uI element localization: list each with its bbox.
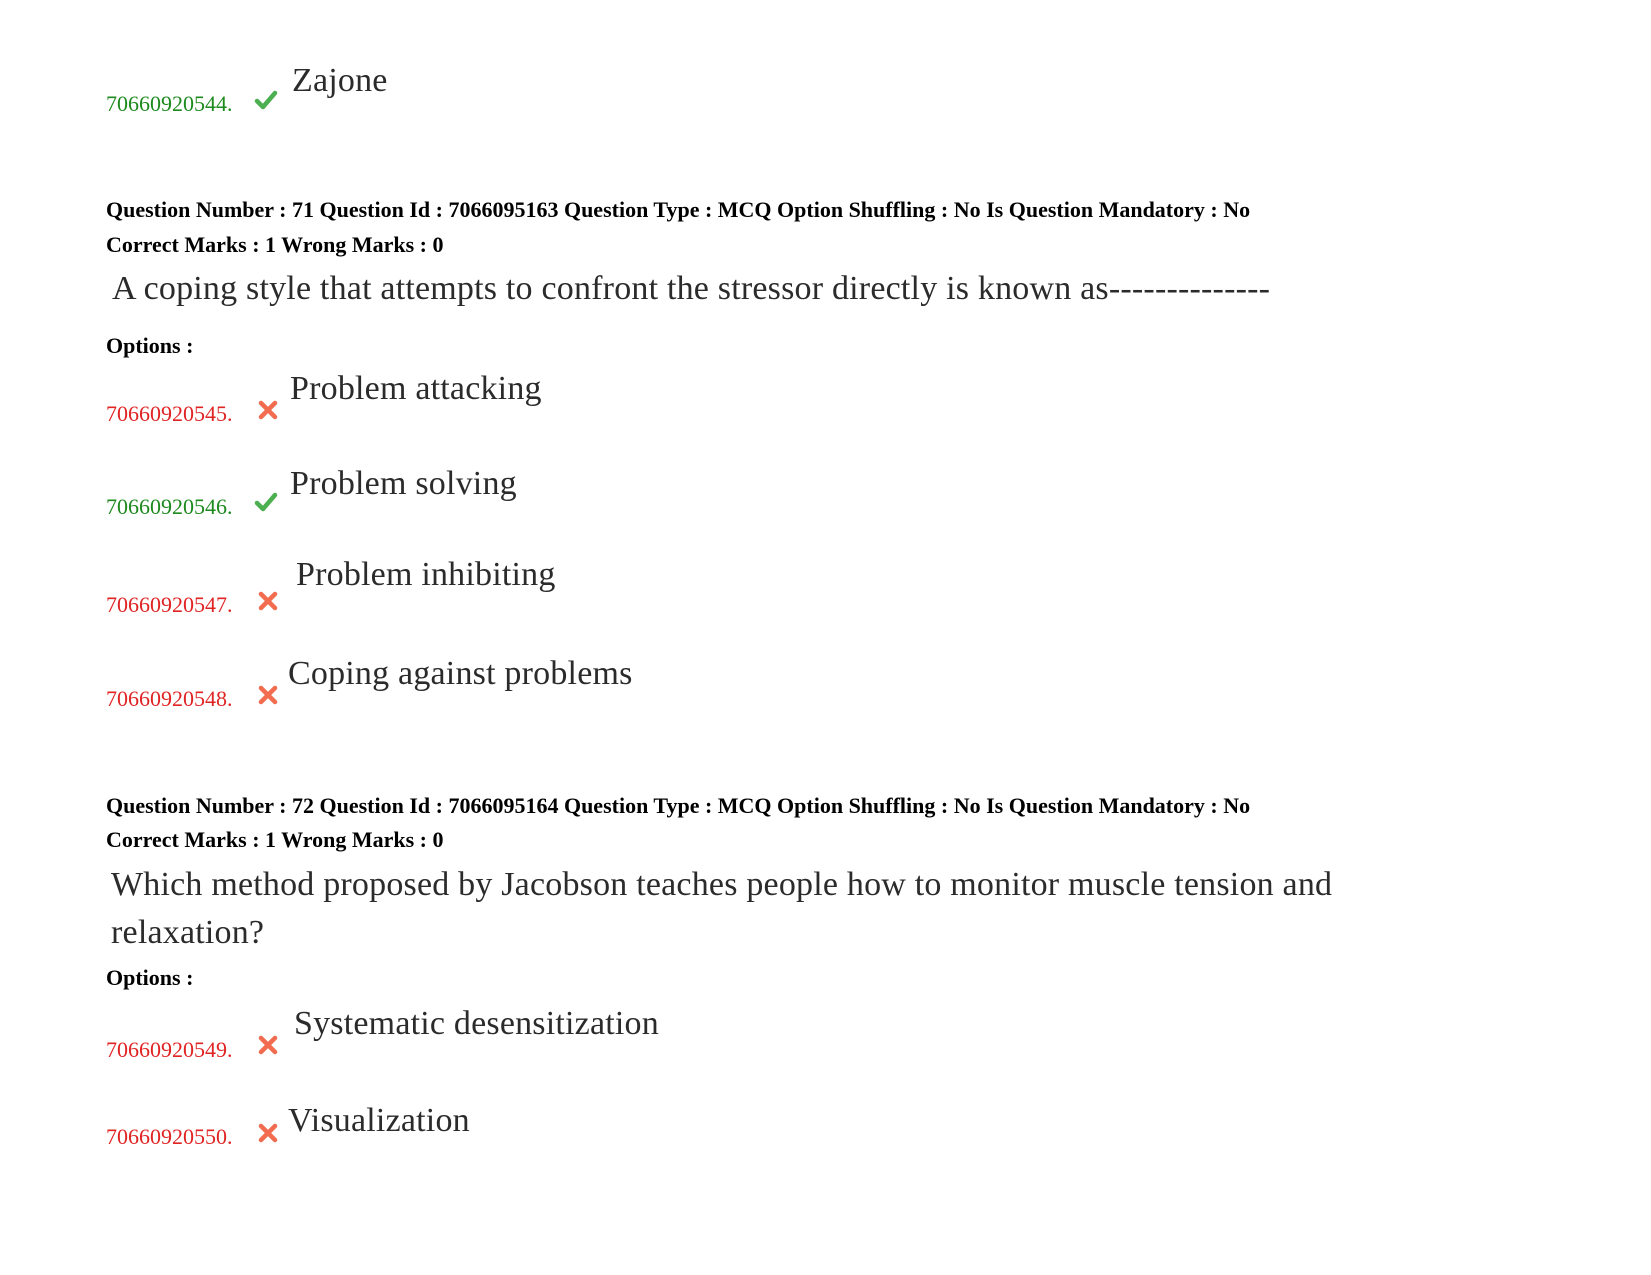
option-text: Problem inhibiting <box>296 556 556 593</box>
cross-icon <box>256 683 280 707</box>
cross-icon <box>256 1121 280 1145</box>
question-meta: Question Number : 72 Question Id : 7066095164 Question Type : MCQ Option Shuffling : No Is Question Mandatory : No <box>106 793 1251 818</box>
option-text: Visualization <box>288 1102 470 1139</box>
question-text-line2: relaxation? <box>111 914 265 951</box>
options-label: Options : <box>106 965 194 990</box>
option-text: Problem attacking <box>290 370 542 407</box>
question-text: A coping style that attempts to confront the stressor directly is known as-------------- <box>112 270 1271 307</box>
option-text: Systematic desensitization <box>294 1005 659 1042</box>
option-id: 70660920547. <box>106 592 233 617</box>
options-label: Options : <box>106 333 194 358</box>
option-id: 70660920544. <box>106 91 233 116</box>
check-icon <box>254 490 278 514</box>
question-marks: Correct Marks : 1 Wrong Marks : 0 <box>106 232 444 257</box>
option-text: Problem solving <box>290 465 517 502</box>
cross-icon <box>256 1033 280 1057</box>
cross-icon <box>256 589 280 613</box>
option-id: 70660920545. <box>106 401 233 426</box>
question-meta: Question Number : 71 Question Id : 7066095163 Question Type : MCQ Option Shuffling : No Is Question Mandatory : No <box>106 197 1251 222</box>
option-text: Coping against problems <box>288 655 633 692</box>
option-id: 70660920549. <box>106 1037 233 1062</box>
option-id: 70660920550. <box>106 1124 233 1149</box>
question-marks: Correct Marks : 1 Wrong Marks : 0 <box>106 827 444 852</box>
question-text: Which method proposed by Jacobson teaches people how to monitor muscle tension and <box>111 866 1333 903</box>
check-icon <box>254 88 278 112</box>
option-text: Zajone <box>292 62 388 99</box>
cross-icon <box>256 398 280 422</box>
option-id: 70660920546. <box>106 494 233 519</box>
option-id: 70660920548. <box>106 686 233 711</box>
